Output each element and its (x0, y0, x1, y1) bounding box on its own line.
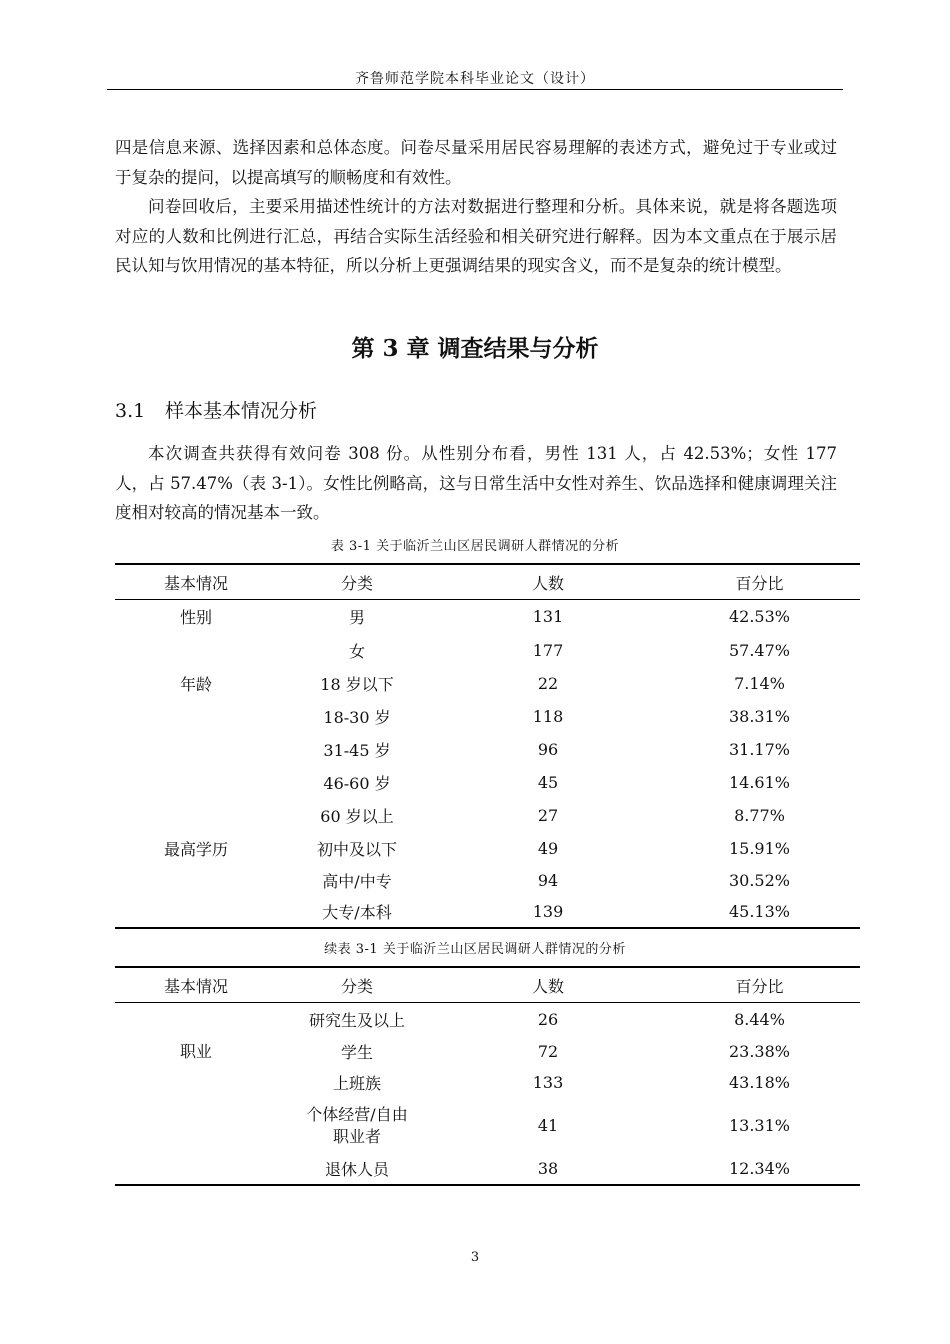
section-number: 3.1 (115, 400, 146, 422)
table-continued-caption: 续表 3-1 关于临沂兰山区居民调研人群情况的分析 (324, 942, 626, 957)
table-row (115, 1153, 860, 1185)
count-cell: 118 (532, 706, 564, 726)
category-cell (115, 865, 277, 896)
category-cell (115, 1153, 277, 1185)
category-cell: 性别 (179, 608, 212, 628)
category-cell (115, 896, 277, 928)
table-header-row (115, 564, 860, 600)
header-rule (107, 89, 843, 90)
table-row (115, 1099, 860, 1153)
paragraph-sample-summary: 本次调查共获得有效问卷 308 份。从性别分布看，男性 131 人，占 42.53%；女性 177 人，占 57.47%（表 3-1）。女性比例略高，这与日常生活中女性对养生、饮品选择和健康调理关注度相对较高的情况基本一致。 (115, 444, 837, 522)
percent-cell: 7.14% (734, 673, 785, 693)
percent-cell: 8.77% (734, 805, 785, 825)
category-cell: 最高学历 (163, 839, 228, 859)
count-cell: 38 (437, 1153, 659, 1185)
percent-cell: 23.38% (728, 1041, 790, 1061)
paragraph-analysis-method: 问卷回收后，主要采用描述性统计的方法对数据进行整理和分析。具体来说，就是将各题选项对应的人数和比例进行汇总，再结合实际生活经验和相关研究进行解释。因为本文重点在于展示居民认知与饮用情况的基本特征，所以分析上更强调结果的现实含义，而不是复杂的统计模型。 (115, 197, 837, 275)
category-cell (115, 1099, 277, 1153)
table-caption: 表 3-1 关于临沂兰山区居民调研人群情况的分析 (330, 539, 620, 554)
percent-cell: 43.18% (728, 1073, 790, 1092)
header-cell: 人数 (437, 564, 659, 600)
count-cell: 41 (537, 1116, 559, 1135)
subcategory-cell: 个体经营/自由职业者 (306, 1104, 408, 1146)
header-cell: 基本情况 (115, 564, 277, 600)
percent-cell: 57.47% (728, 640, 790, 660)
count-cell: 139 (437, 896, 659, 928)
percent-cell: 30.52% (728, 870, 790, 890)
paragraph-block-methods (115, 133, 837, 281)
subcategory-cell: 31-45 岁 (323, 740, 391, 760)
demographics-table (115, 563, 860, 929)
count-cell: 133 (532, 1073, 564, 1092)
category-cell (115, 766, 277, 799)
table-row (115, 766, 860, 799)
table-header-row (115, 967, 860, 1003)
header-cell: 分类 (277, 564, 437, 600)
occupation-table (115, 966, 860, 1186)
table-row (115, 600, 860, 634)
subcategory-cell: 初中及以下 (316, 839, 397, 859)
header-cell: 分类 (277, 967, 437, 1003)
percent-cell: 15.91% (728, 838, 790, 858)
subcategory-cell: 学生 (340, 1042, 373, 1062)
count-cell: 45 (537, 772, 559, 792)
percent-cell: 14.61% (728, 772, 790, 792)
count-cell: 22 (537, 673, 559, 693)
percent-cell: 38.31% (728, 706, 790, 726)
subcategory-cell: 退休人员 (277, 1153, 437, 1185)
count-cell: 72 (537, 1041, 559, 1061)
table-row (115, 832, 860, 865)
subcategory-cell: 女 (348, 641, 365, 661)
table-row (115, 634, 860, 667)
page-number: 3 (470, 1250, 480, 1265)
table-row (115, 667, 860, 700)
running-header: 齐鲁师范学院本科毕业论文（设计） (355, 71, 595, 87)
table-row (115, 865, 860, 896)
subcategory-cell: 男 (348, 608, 365, 628)
subcategory-cell: 46-60 岁 (323, 773, 391, 793)
section-title: 样本基本情况分析 (165, 400, 318, 422)
subcategory-cell: 上班族 (332, 1074, 381, 1093)
category-cell: 职业 (179, 1042, 212, 1062)
subcategory-cell: 18-30 岁 (323, 707, 391, 727)
header-cell: 基本情况 (115, 967, 277, 1003)
percent-cell: 13.31% (728, 1116, 790, 1135)
category-cell (115, 634, 277, 667)
header-cell: 百分比 (659, 564, 860, 600)
subcategory-cell: 大专/本科 (277, 896, 437, 928)
paragraph-continued: 四是信息来源、选择因素和总体态度。问卷尽量采用居民容易理解的表述方式，避免过于专业或过于复杂的提问，以提高填写的顺畅度和有效性。 (115, 138, 837, 187)
subcategory-cell: 研究生及以上 (308, 1010, 405, 1030)
count-cell: 131 (532, 607, 564, 627)
percent-cell: 31.17% (728, 739, 790, 759)
table-row (115, 700, 860, 733)
count-cell: 177 (532, 640, 564, 660)
percent-cell: 12.34% (659, 1153, 860, 1185)
percent-cell: 42.53% (728, 607, 790, 627)
paragraph-block-sample (115, 439, 837, 528)
category-cell (115, 733, 277, 766)
chapter-title: 第 3 章 调查结果与分析 (351, 335, 599, 362)
category-cell (115, 700, 277, 733)
percent-cell: 8.44% (734, 1009, 785, 1029)
count-cell: 96 (537, 739, 559, 759)
table-row (115, 733, 860, 766)
section-heading (115, 396, 317, 423)
header-cell: 人数 (437, 967, 659, 1003)
subcategory-cell: 60 岁以上 (320, 806, 394, 826)
count-cell: 49 (537, 838, 559, 858)
subcategory-cell: 高中/中专 (322, 871, 392, 891)
count-cell: 27 (537, 805, 559, 825)
subcategory-cell: 18 岁以下 (320, 674, 394, 694)
category-cell (115, 799, 277, 832)
category-cell: 年龄 (179, 674, 212, 694)
header-cell: 百分比 (659, 967, 860, 1003)
table-row (115, 799, 860, 832)
table-body (115, 1003, 860, 1185)
percent-cell: 45.13% (659, 896, 860, 928)
table-row (115, 896, 860, 928)
table-row (115, 1003, 860, 1036)
count-cell: 94 (537, 870, 559, 890)
table-body (115, 600, 860, 928)
count-cell: 26 (537, 1009, 559, 1029)
